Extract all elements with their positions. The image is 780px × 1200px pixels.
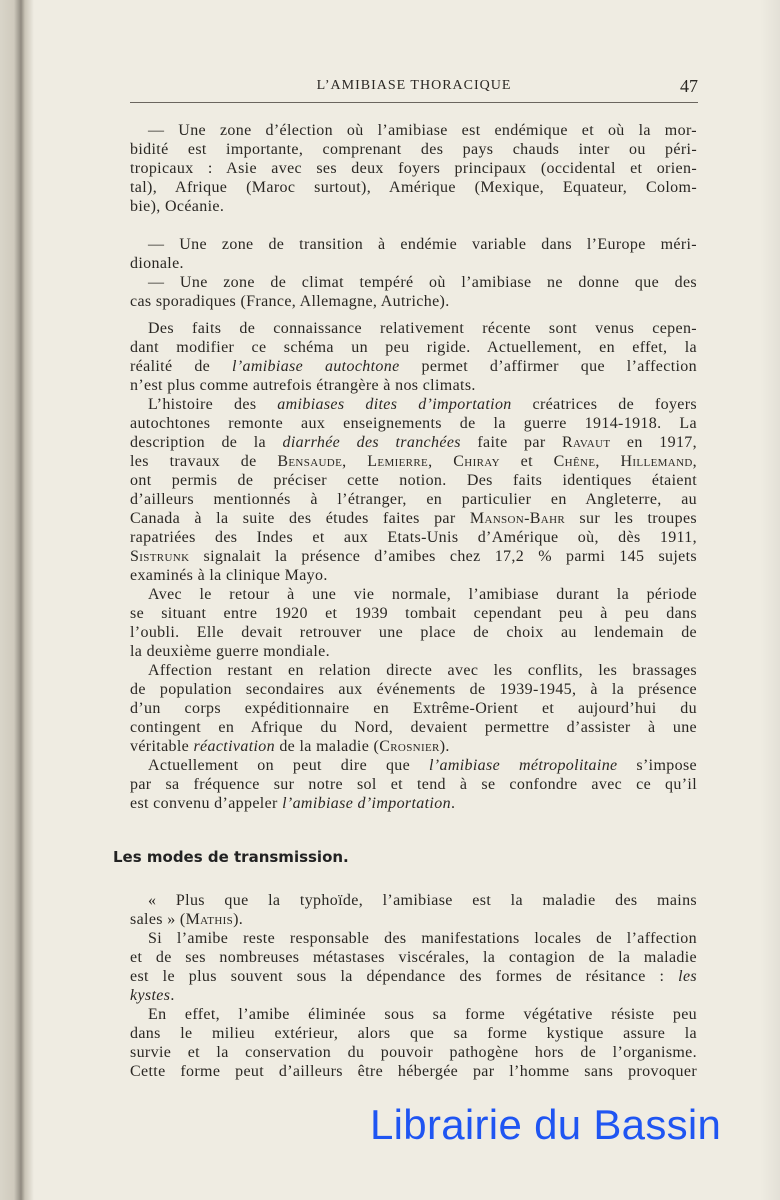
text-line <box>130 967 697 986</box>
text-segment: En effet, l’amibe éliminée sous sa forme végétative résiste peu <box>148 1006 697 1023</box>
author-name: Mathis <box>185 911 234 928</box>
text-segment: n’est plus comme autrefois étrangère à nos climats. <box>130 377 476 394</box>
author-name: Bensaude <box>277 453 343 470</box>
text-line <box>130 1005 697 1024</box>
watermark: Librairie du Bassin <box>370 1101 722 1148</box>
text-line <box>130 490 697 509</box>
text-line <box>130 794 697 813</box>
text-segment: dans le milieu extérieur, alors que sa forme kystique assure la <box>130 1025 697 1042</box>
author-name: Chêne <box>553 453 596 470</box>
paragraph <box>130 319 697 395</box>
text-line <box>130 680 697 699</box>
text-segment: « Plus que la typhoïde, l’amibiase est la maladie des mains <box>148 892 697 909</box>
text-segment: la deuxième guerre mondiale. <box>130 643 330 660</box>
book-gutter <box>0 0 34 1200</box>
text-segment: Cette forme peut d’ailleurs être hébergée par l’homme sans provoquer <box>130 1063 697 1080</box>
text-line <box>130 585 697 604</box>
running-header <box>130 76 698 103</box>
text-line <box>130 661 697 680</box>
paragraph <box>130 756 697 813</box>
text-line <box>130 178 697 197</box>
author-name: Ravaut <box>562 434 611 451</box>
text-line <box>130 197 697 216</box>
text-line <box>130 737 697 756</box>
text-line <box>130 395 697 414</box>
text-line <box>130 528 697 547</box>
text-segment: contingent en Afrique du Nord, devaient permettre d’assister à une <box>130 719 697 736</box>
text-segment: sales » ( <box>130 911 186 928</box>
text-segment: — Une zone de transition à endémie variable dans l’Europe méri- <box>148 236 697 253</box>
section-heading: Les modes de transmission. <box>113 848 349 866</box>
text-segment: d’ailleurs mentionnés à l’étranger, en particulier en Angleterre, au <box>130 491 697 508</box>
text-line <box>130 1062 697 1081</box>
text-line <box>130 1024 697 1043</box>
page-edge-shadow <box>760 0 780 1200</box>
text-segment: . <box>170 987 175 1004</box>
author-name: Chiray <box>453 453 500 470</box>
text-line <box>130 273 697 292</box>
text-segment: , <box>342 453 368 470</box>
text-segment: bie), Océanie. <box>130 198 225 215</box>
text-line <box>130 604 697 623</box>
text-segment: signalait la présence d’amibes chez 17,2 % parmi 145 sujets <box>189 548 697 565</box>
text-line <box>130 414 697 433</box>
text-segment: description de la <box>130 434 283 451</box>
text-segment: dionale. <box>130 255 184 272</box>
text-line <box>130 292 697 311</box>
text-segment: est le plus souvent sous la dépendance des formes de résitance : <box>130 968 679 985</box>
paragraph <box>130 273 697 311</box>
text-line <box>130 121 697 140</box>
text-segment: créatrices de foyers <box>511 396 698 413</box>
text-segment: — Une zone de climat tempéré où l’amibiase ne donne que des <box>148 274 697 291</box>
paragraph <box>130 929 697 1005</box>
paragraph <box>130 891 697 929</box>
text-line <box>130 452 697 471</box>
text-segment: Si l’amibe reste responsable des manifestations locales de l’affection <box>148 930 697 947</box>
text-line <box>130 1043 697 1062</box>
paragraph <box>130 235 697 273</box>
italic-text: amibiases dites d’importation <box>277 396 512 413</box>
text-segment: , <box>595 453 621 470</box>
text-line <box>130 319 697 338</box>
text-line <box>130 910 697 929</box>
text-segment: de la maladie ( <box>274 738 380 755</box>
italic-text: les <box>678 968 697 985</box>
text-segment: Affection restant en relation directe avec les conflits, les brassages <box>148 662 697 679</box>
text-segment: se situant entre 1920 et 1939 tombait cependant peu à peu dans <box>130 605 697 622</box>
running-title: L’AMIBIASE THORACIQUE <box>316 78 512 93</box>
text-segment: autochtones remonte aux enseignements de la guerre 1914-1918. La <box>130 415 697 432</box>
text-line <box>130 159 697 178</box>
text-segment: est convenu d’appeler <box>130 795 283 812</box>
text-segment: tal), Afrique (Maroc surtout), Amérique (Mexique, Equateur, Colom- <box>130 179 697 196</box>
text-segment: ). <box>233 911 244 928</box>
italic-text: l’amibiase autochtone <box>232 358 400 375</box>
text-segment: L’histoire des <box>148 396 278 413</box>
text-segment: par sa fréquence sur notre sol et tend à se confondre avec ce qu’il <box>130 776 697 793</box>
text-segment: — Une zone d’élection où l’amibiase est endémique et où la mor- <box>148 122 697 139</box>
paragraph <box>130 661 697 756</box>
text-line <box>130 235 697 254</box>
text-line <box>130 254 697 273</box>
author-name: Sistrunk <box>130 548 190 565</box>
text-line <box>130 775 697 794</box>
text-segment: les travaux de <box>130 453 278 470</box>
text-line <box>130 891 697 910</box>
text-segment: réalité de <box>130 358 233 375</box>
text-segment: d’un corps expéditionnaire en Extrême-Orient et aujourd’hui du <box>130 700 697 717</box>
text-segment: et de ses nombreuses métastases viscérales, la contagion de la maladie <box>130 949 697 966</box>
text-segment: survie et la conservation du pouvoir pathogène hors de l’organisme. <box>130 1044 697 1061</box>
text-segment: dant modifier ce schéma un peu rigide. Actuellement, en effet, la <box>130 339 697 356</box>
text-segment: tropicaux : Asie avec ses deux foyers principaux (occidental et orien- <box>130 160 697 177</box>
italic-text: diarrhée des tranchées <box>282 434 461 451</box>
text-segment: et <box>499 453 554 470</box>
text-segment: véritable <box>130 738 194 755</box>
text-line <box>130 338 697 357</box>
text-segment: , <box>692 453 698 470</box>
text-segment: . <box>450 795 456 812</box>
text-segment: ont permis de préciser cette notion. Des faits identiques étaient <box>130 472 697 489</box>
text-line <box>130 509 697 528</box>
author-name: Crosnier <box>379 738 440 755</box>
text-segment: Canada à la suite des études faites par <box>130 510 470 527</box>
text-line <box>130 718 697 737</box>
author-name: Hillemand <box>620 453 693 470</box>
italic-text: l’amibiase métropolitaine <box>429 757 618 774</box>
text-line <box>130 357 697 376</box>
text-line <box>130 986 697 1005</box>
paragraph <box>130 121 697 216</box>
text-segment: , <box>428 453 454 470</box>
text-segment: l’oubli. Elle devait retrouver une place de choix au lendemain de <box>130 624 697 641</box>
text-segment: bidité est importante, comprenant des pays chauds inter ou péri- <box>130 141 697 158</box>
text-segment: Des faits de connaissance relativement récente sont venus cepen- <box>148 320 697 337</box>
text-line <box>130 433 697 452</box>
text-segment: de population secondaires aux événements de 1939-1945, à la présence <box>130 681 697 698</box>
text-segment: permet d’affirmer que l’affection <box>399 358 697 375</box>
text-segment: faite par <box>460 434 562 451</box>
paragraph <box>130 395 697 585</box>
text-line <box>130 756 697 775</box>
page-number: 47 <box>680 76 698 96</box>
text-segment: s’impose <box>617 757 697 774</box>
text-segment: cas sporadiques (France, Allemagne, Autriche). <box>130 293 450 310</box>
text-segment: en 1917, <box>610 434 697 451</box>
text-segment: sur les troupes <box>565 510 698 527</box>
paragraph <box>130 1005 697 1081</box>
paragraph <box>130 585 697 661</box>
author-name: Manson-Bahr <box>469 510 566 527</box>
author-name: Lemierre <box>367 453 429 470</box>
text-segment: ). <box>439 738 450 755</box>
text-segment: rapatriées des Indes et aux Etats-Unis d’Amérique où, dès 1911, <box>130 529 697 546</box>
text-line <box>130 471 697 490</box>
text-line <box>130 140 697 159</box>
text-line <box>130 642 697 661</box>
text-line <box>130 376 697 395</box>
italic-text: réactivation <box>193 738 275 755</box>
italic-text: l’amibiase d’importation <box>282 795 451 812</box>
text-line <box>130 566 697 585</box>
italic-text: kystes <box>130 987 171 1004</box>
text-segment: Avec le retour à une vie normale, l’amibiase durant la période <box>148 586 697 603</box>
text-segment: Actuellement on peut dire que <box>148 757 430 774</box>
text-line <box>130 929 697 948</box>
text-line <box>130 699 697 718</box>
text-segment: examinés à la clinique Mayo. <box>130 567 328 584</box>
text-line <box>130 948 697 967</box>
text-line <box>130 623 697 642</box>
text-line <box>130 547 697 566</box>
